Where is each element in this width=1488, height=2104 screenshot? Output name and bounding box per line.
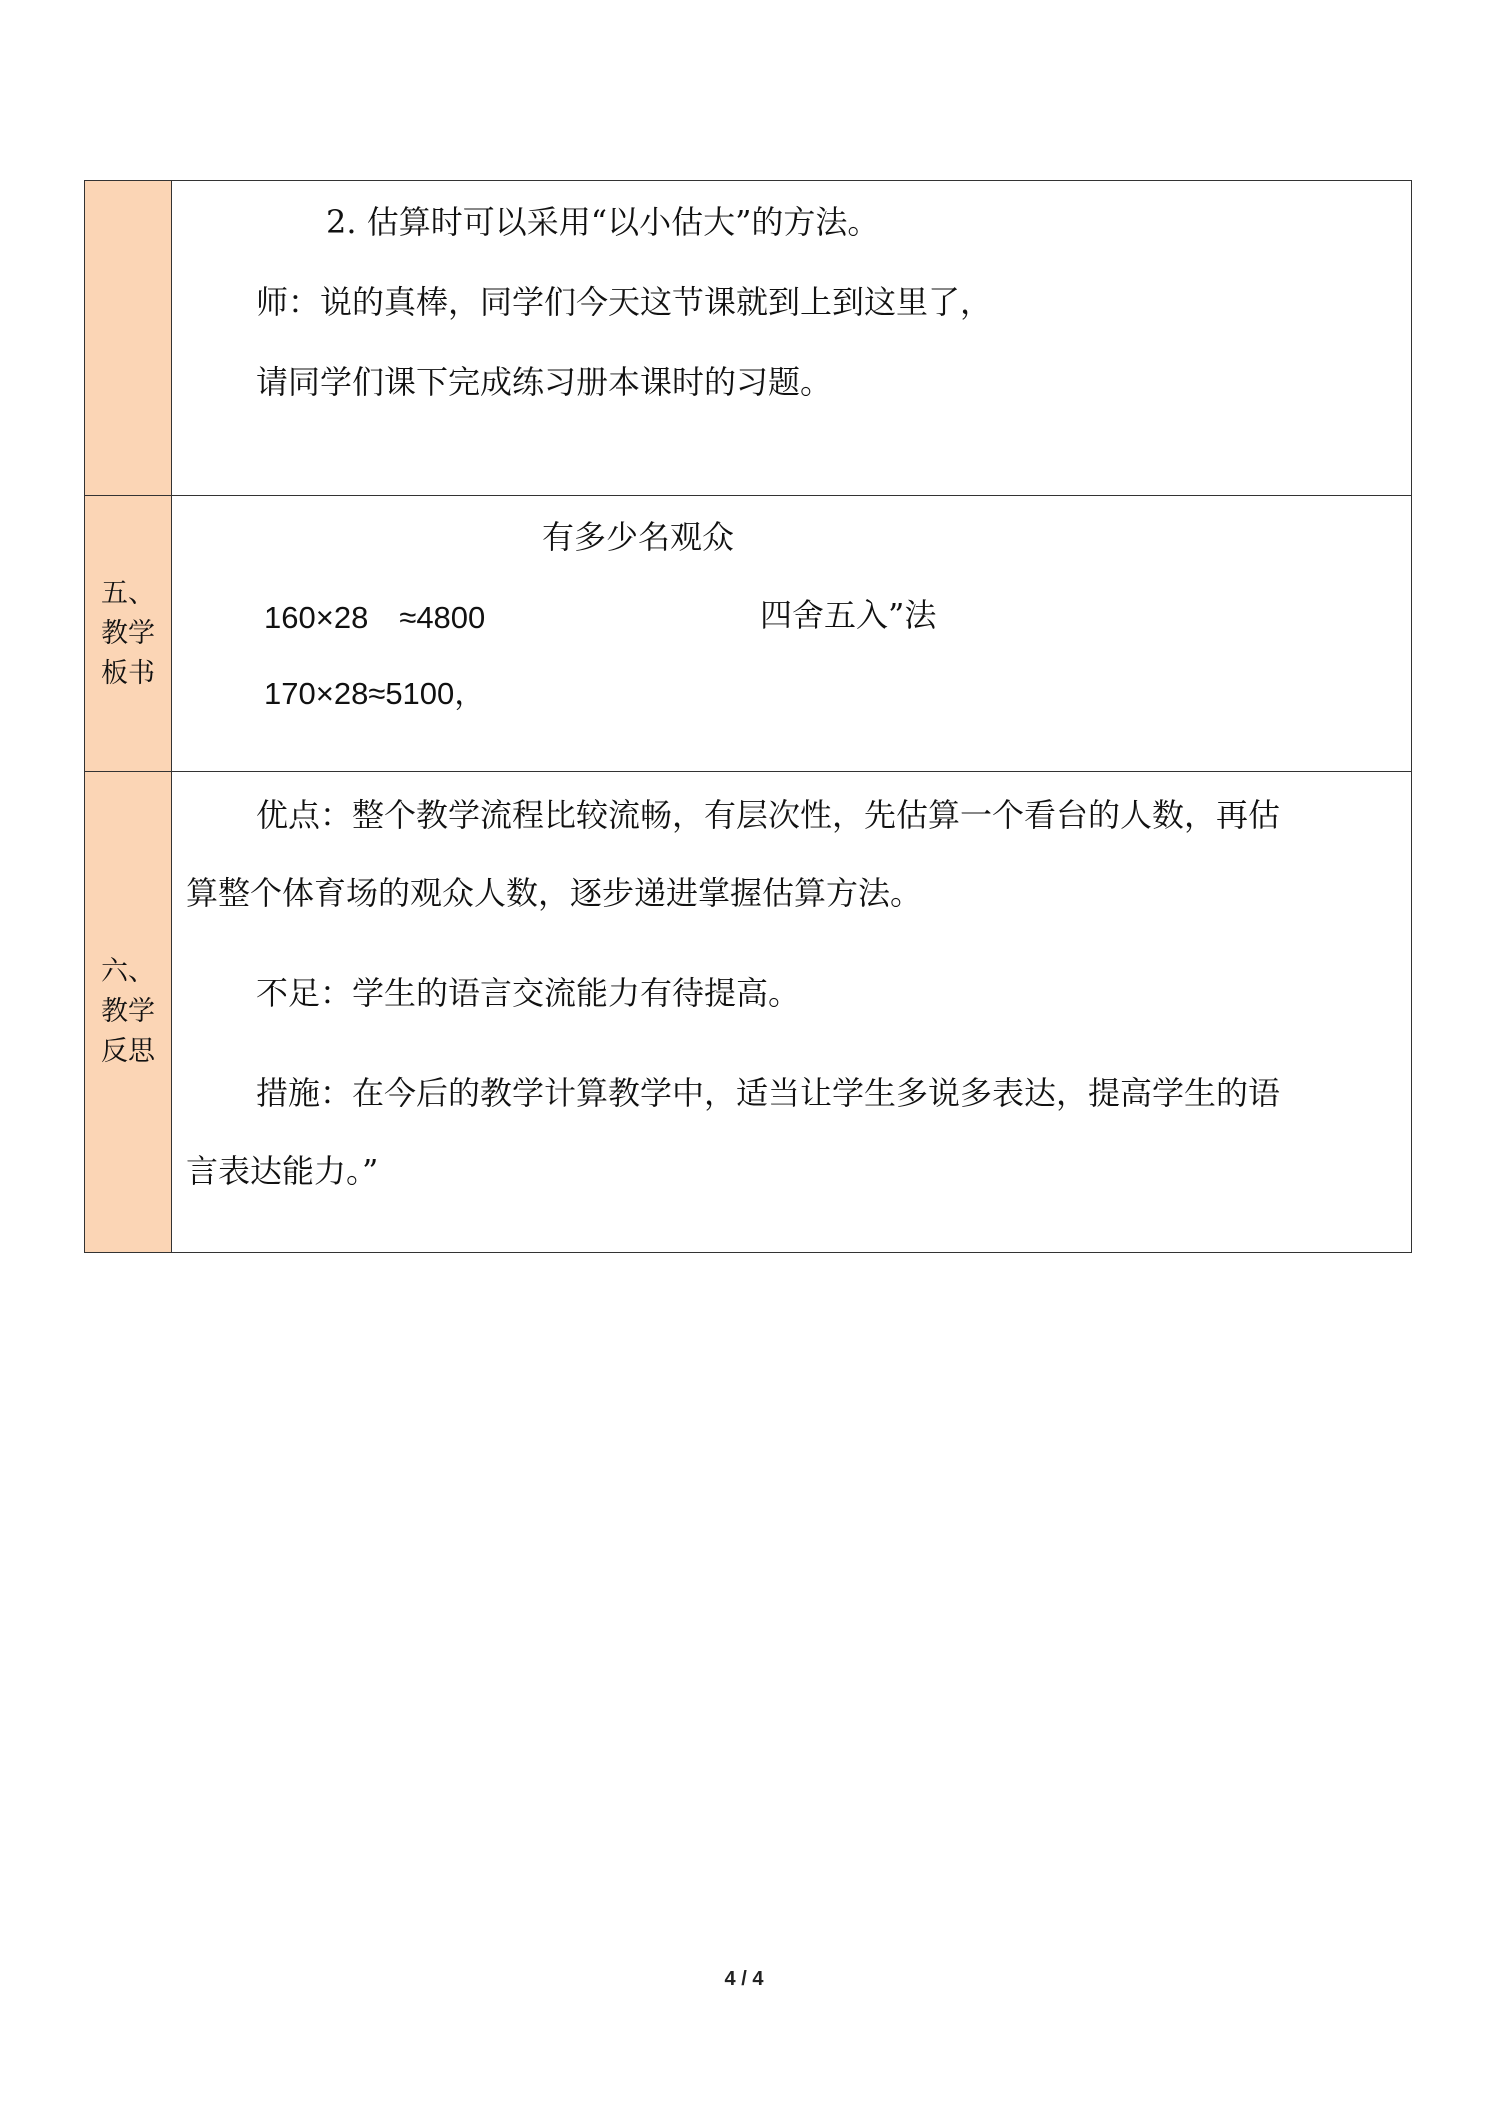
board-writing-cell [172, 496, 1412, 772]
row-label-empty [85, 181, 172, 496]
row-label-reflection [85, 772, 172, 1253]
table-row-closing [85, 181, 1412, 496]
closing-summary-point: 2. 估算时可以采用“以小估大”的方法。 [326, 203, 880, 241]
label-line: 六、 [101, 956, 155, 987]
equation-one: 160×28 ≈4800 [264, 600, 486, 635]
board-title: 有多少名观众 [542, 518, 735, 556]
measure-text: 措施：在今后的教学计算教学中，适当让学生多说多表达，提高学生的语 [256, 1074, 1281, 1112]
teacher-remark: 师：说的真棒，同学们今天这节课就到上到这里了， [256, 283, 993, 321]
label-line: 反思 [101, 1036, 155, 1067]
rounding-method: 四舍五入”法 [760, 596, 937, 634]
label-line: 教学 [101, 996, 155, 1027]
table-row-reflection [85, 772, 1412, 1253]
equation-two: 170×28≈5100， [264, 676, 486, 711]
label-line: 五、 [101, 577, 155, 609]
table-row-board-writing [85, 496, 1412, 772]
advantage-text-continued: 算整个体育场的观众人数，逐步递进掌握估算方法。 [186, 874, 923, 912]
label-line: 板书 [101, 657, 155, 689]
homework-instruction: 请同学们课下完成练习册本课时的习题。 [256, 363, 833, 401]
page-number: 4 / 4 [724, 1968, 764, 1990]
lesson-plan-table [84, 180, 1412, 1253]
label-line: 教学 [101, 617, 155, 649]
reflection-cell [172, 772, 1412, 1253]
measure-text-continued: 言表达能力。” [186, 1152, 379, 1190]
closing-content-cell [172, 181, 1412, 496]
advantage-text: 优点：整个教学流程比较流畅，有层次性，先估算一个看台的人数，再估 [256, 796, 1281, 834]
shortcoming-text: 不足：学生的语言交流能力有待提高。 [256, 974, 801, 1012]
row-label-board-writing [85, 496, 172, 772]
